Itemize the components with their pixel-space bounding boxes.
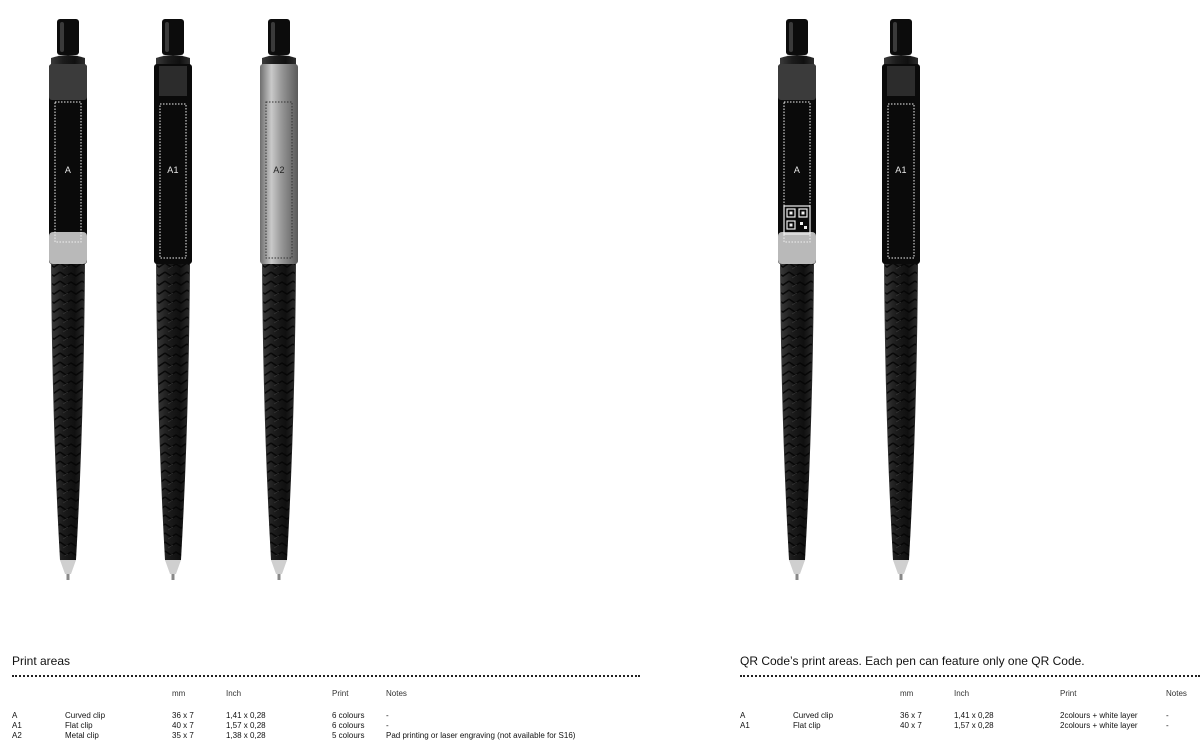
- row-notes: Pad printing or laser engraving (not available for S16): [386, 731, 576, 740]
- row-type: Curved clip: [65, 711, 106, 720]
- row-inch: 1,41 x 0,28: [226, 711, 266, 720]
- row-notes: -: [386, 721, 389, 730]
- row-mm: 40 x 7: [900, 721, 922, 730]
- row-type: Curved clip: [793, 711, 834, 720]
- row-code: A2: [12, 731, 22, 740]
- row-type: Metal clip: [65, 731, 99, 740]
- col-header-print: Print: [1060, 689, 1077, 698]
- row-print: 6 colours: [332, 711, 365, 720]
- print-area-label: A1: [167, 165, 179, 175]
- row-print: 5 colours: [332, 731, 365, 740]
- row-inch: 1,57 x 0,28: [954, 721, 994, 730]
- row-print: 2colours + white layer: [1060, 711, 1138, 720]
- dotted-divider: [12, 675, 640, 677]
- qr-print-areas-title: QR Code’s print areas. Each pen can feature only one QR Code.: [740, 654, 1085, 668]
- row-notes: -: [1166, 711, 1169, 720]
- col-header-print: Print: [332, 689, 349, 698]
- row-code: A1: [740, 721, 750, 730]
- col-header-notes: Notes: [386, 689, 407, 698]
- row-type: Flat clip: [793, 721, 821, 730]
- col-header-inch: Inch: [226, 689, 242, 698]
- pen-dark-clip: [767, 0, 827, 600]
- row-mm: 35 x 7: [172, 731, 194, 740]
- row-type: Flat clip: [65, 721, 93, 730]
- row-print: 2colours + white layer: [1060, 721, 1138, 730]
- row-code: A1: [12, 721, 22, 730]
- row-code: A: [12, 711, 18, 720]
- print-area-label: A2: [273, 165, 285, 175]
- print-areas-title: Print areas: [12, 654, 71, 668]
- print-area-label: A: [793, 165, 801, 175]
- row-mm: 36 x 7: [900, 711, 922, 720]
- row-mm: 36 x 7: [172, 711, 194, 720]
- pen-flat-clip: [143, 0, 203, 600]
- row-mm: 40 x 7: [172, 721, 194, 730]
- col-header-mm: mm: [900, 689, 914, 698]
- row-notes: -: [386, 711, 389, 720]
- print-area-label: A: [64, 165, 72, 175]
- row-inch: 1,57 x 0,28: [226, 721, 266, 730]
- col-header-mm: mm: [172, 689, 186, 698]
- col-header-notes: Notes: [1166, 689, 1187, 698]
- row-code: A: [740, 711, 746, 720]
- row-print: 6 colours: [332, 721, 365, 730]
- pen-flat-clip: [871, 0, 931, 600]
- pen-metal-clip: [249, 0, 309, 600]
- print-area-label: A1: [895, 165, 907, 175]
- row-inch: 1,38 x 0,28: [226, 731, 266, 740]
- dotted-divider: [740, 675, 1200, 677]
- col-header-inch: Inch: [954, 689, 970, 698]
- row-notes: -: [1166, 721, 1169, 730]
- row-inch: 1,41 x 0,28: [954, 711, 994, 720]
- pen-dark-clip: [38, 0, 98, 600]
